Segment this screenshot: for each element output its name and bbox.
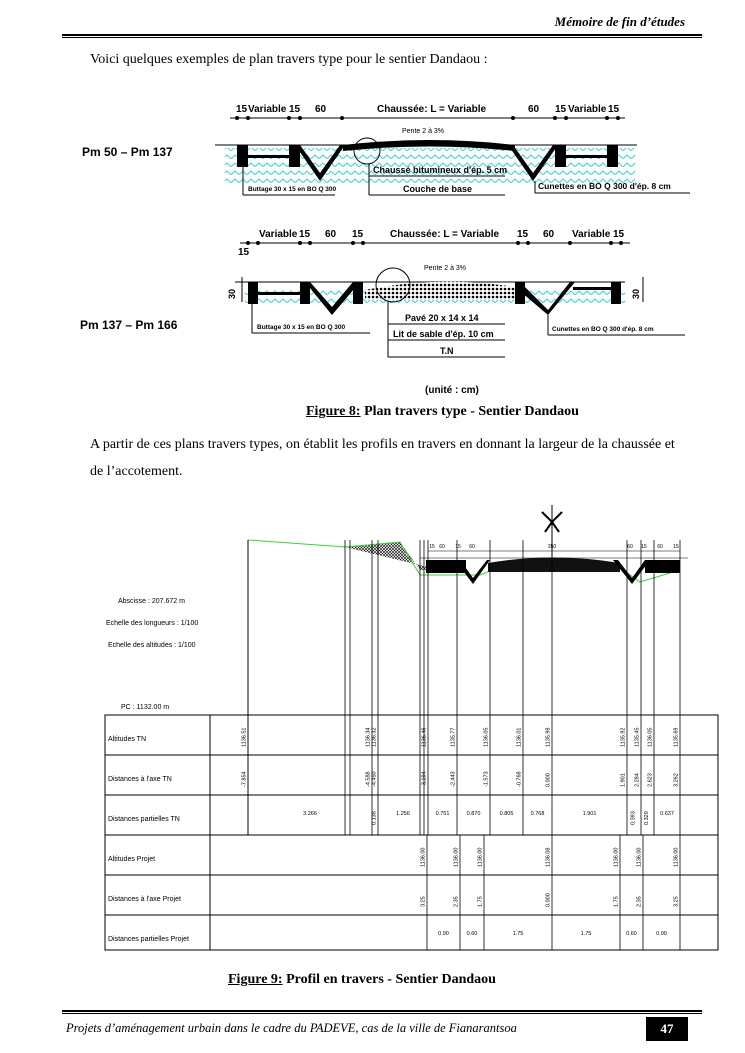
distance-partielle-tn-value: 0.329 <box>644 811 650 825</box>
height-label: 30 <box>631 288 641 299</box>
top-dimension-label: 60 <box>657 544 663 550</box>
distance-partielle-projet-value: 0.90 <box>438 931 449 937</box>
altitude-projet-value: 1136.08 <box>545 847 552 867</box>
dim-label: 15 <box>613 229 625 240</box>
distance-axe-tn-value: -1.573 <box>483 771 490 787</box>
profile-drawing <box>248 505 688 584</box>
distance-axe-projet-value: 0.000 <box>545 893 552 907</box>
dim-label: 60 <box>543 229 555 240</box>
top-dimension-label: 15 <box>673 544 679 550</box>
footer-text: Projets d’aménagement urbain dans le cadre du PADEVE, cas de la ville de Fianarantsoa <box>66 1021 517 1035</box>
distance-partielle-tn-value: 1.256 <box>396 811 410 817</box>
dim-label: 60 <box>325 229 337 240</box>
unit-note: (unité : cm) <box>425 385 479 396</box>
row-label: Altitudes Projet <box>108 856 156 863</box>
intro-text: Voici quelques exemples de plan travers type pour le sentier Dandaou : <box>90 52 488 67</box>
page-number: 47 <box>646 1017 688 1041</box>
buttage-label: Buttage 30 x 15 en BO Q 300 <box>257 324 346 331</box>
altitude-tn-value: 1136.46 <box>421 727 428 747</box>
layer-label: Lit de sable d'ép. 10 cm <box>393 329 494 339</box>
row-label: Distances à l'axe TN <box>108 776 172 783</box>
top-dimension-label: 15 <box>429 544 435 550</box>
distance-partielle-projet-value: 0.60 <box>626 931 637 937</box>
distance-partielle-projet-value: 1.75 <box>512 931 524 937</box>
dim-label: Chaussée: L = Variable <box>377 104 487 115</box>
dim-label: 15 <box>299 229 311 240</box>
dim-label: 15 <box>555 104 567 115</box>
footer-rule <box>62 1010 702 1012</box>
distance-axe-tn-value: 3.262 <box>673 773 680 787</box>
abscisse-label: Abscisse : 207.672 m <box>118 598 185 605</box>
dim-label: Variable <box>259 229 298 240</box>
caption-text: Profil en travers - Sentier Dandaou <box>282 972 496 987</box>
footer-rule-thin <box>62 1013 702 1014</box>
distance-partielle-tn-value: 0.637 <box>660 811 674 817</box>
distance-partielle-tn-value: 0.393 <box>630 811 637 825</box>
altitude-tn-value: 1136.05 <box>483 727 490 747</box>
altitude-tn-value: 1136.32 <box>371 727 378 747</box>
distance-partielle-projet-value: 0.90 <box>656 931 667 937</box>
top-dimension-label: 60 <box>469 544 475 550</box>
distance-axe-projet-value: 3.25 <box>420 896 427 907</box>
dim-label: Variable <box>248 104 287 115</box>
altitude-tn-value: 1136.05 <box>647 727 654 747</box>
altitude-projet-value: 1136.00 <box>453 847 460 867</box>
dim-label: 60 <box>315 104 327 115</box>
altitude-tn-value: 1136.34 <box>365 727 372 747</box>
distance-partielle-tn-value: 0.768 <box>530 811 545 817</box>
distance-partielle-projet-value: 0.60 <box>466 931 478 937</box>
distance-partielle-tn-value: 0.805 <box>499 811 514 817</box>
distance-axe-tn-value: 1.901 <box>620 773 627 787</box>
distance-axe-projet-value: 3.25 <box>673 896 680 907</box>
altitude-projet-value: 1136.00 <box>420 847 427 867</box>
distance-axe-tn-value: -7.854 <box>241 771 248 787</box>
distance-axe-tn-value: -2.443 <box>450 771 457 787</box>
figure9-caption <box>228 972 496 988</box>
altitude-tn-value: 1135.69 <box>673 727 680 747</box>
row-label: Distances à l'axe Projet <box>108 896 181 903</box>
row-label: Distances partielles Projet <box>108 936 189 943</box>
layer-label: T.N <box>440 346 454 356</box>
distance-partielle-tn-value: 0.138 <box>371 811 378 825</box>
distance-axe-tn-value: 2.623 <box>647 773 654 787</box>
body-paragraph: A partir de ces plans travers types, on établit les profils en travers en donnant la largeur de la chaussée et de l’accotement. <box>90 437 675 479</box>
distance-partielle-projet-value: 1.75 <box>580 931 592 937</box>
distance-axe-tn-value: 2.284 <box>634 773 641 787</box>
section2-range: Pm 137 – Pm 166 <box>80 318 178 332</box>
row-label: Distances partielles TN <box>108 816 180 823</box>
echelle-longueurs: Echelle des longueurs : 1/100 <box>106 620 199 627</box>
distance-axe-projet-value: 2.35 <box>453 896 460 907</box>
distance-axe-projet-value: 1.75 <box>613 896 620 907</box>
profile-table <box>105 544 718 950</box>
slope-label: Pente 2 à 3% <box>402 128 445 135</box>
row-label: Altitudes TN <box>108 736 146 743</box>
distance-axe-tn-value: -4.450 <box>371 771 378 787</box>
top-dimension-label: 15 <box>455 544 461 550</box>
dim-label: Variable <box>568 104 607 115</box>
top-dimension-label: 60 <box>627 544 633 550</box>
distance-partielle-tn-value: 1.901 <box>582 811 597 817</box>
dim-label: 15 <box>236 104 248 115</box>
caption-text: Plan travers type - Sentier Dandaou <box>360 404 579 419</box>
top-dimension-label: 15 <box>641 544 647 550</box>
height-label: 30 <box>227 288 237 299</box>
altitude-tn-value: 1135.77 <box>450 727 457 747</box>
caption-label: Figure 9: <box>228 972 283 987</box>
distance-axe-tn-value: -4.588 <box>365 771 372 787</box>
layer-label: Couche de base <box>403 184 473 194</box>
distance-axe-projet-value: 1.75 <box>477 896 484 907</box>
dim-label: 60 <box>528 104 540 115</box>
dim-label: 15 <box>608 104 620 115</box>
dim-label: Chaussée: L = Variable <box>390 229 500 240</box>
dim-label: 15 <box>517 229 529 240</box>
caption-label: Figure 8: <box>306 404 361 419</box>
distance-axe-tn-value: -0.768 <box>516 771 523 787</box>
distance-partielle-tn-value: 0.751 <box>435 811 450 817</box>
buttage-label: Buttage 30 x 15 en BO Q 300 <box>248 186 337 193</box>
echelle-altitudes: Echelle des altitudes : 1/100 <box>108 642 196 649</box>
altitude-tn-value: 1135.45 <box>634 727 641 747</box>
altitude-tn-value: 1136.51 <box>241 727 248 747</box>
cunettes-label: Cunettes en BO Q 300 d'ép. 8 cm <box>552 326 654 333</box>
dim-label: 15 <box>289 104 301 115</box>
altitude-projet-value: 1136.00 <box>636 847 643 867</box>
altitude-projet-value: 1136.00 <box>673 847 680 867</box>
altitude-tn-value: 1135.98 <box>545 727 552 747</box>
distance-partielle-tn-value: 3.266 <box>303 811 317 817</box>
distance-partielle-tn-value: 0.870 <box>466 811 481 817</box>
slope-label: Pente 2 à 3% <box>424 265 467 272</box>
running-header: Mémoire de fin d’études <box>554 14 685 29</box>
top-dimension-label: 350 <box>547 544 557 550</box>
layer-label: Chaussé bitumineux d'ép. 5 cm <box>373 165 508 175</box>
top-dimension-label: 60 <box>439 544 445 550</box>
layer-label: Pavé 20 x 14 x 14 <box>405 313 479 323</box>
distance-axe-tn-value: -3.194 <box>421 771 428 787</box>
distance-axe-tn-value: 0.000 <box>545 773 552 787</box>
distance-axe-projet-value: 2.35 <box>636 896 643 907</box>
altitude-tn-value: 1136.01 <box>516 727 523 747</box>
dim-label: Variable <box>572 229 611 240</box>
section1-range: Pm 50 – Pm 137 <box>82 145 173 159</box>
profile-verticals <box>248 540 680 950</box>
altitude-projet-value: 1136.00 <box>613 847 620 867</box>
cunettes-label: Cunettes en BO Q 300 d'ép. 8 cm <box>538 181 671 191</box>
altitude-projet-value: 1136.00 <box>477 847 484 867</box>
dim-label: 15 <box>352 229 364 240</box>
dim-label: 15 <box>238 247 250 258</box>
pc-label: PC : 1132.00 m <box>121 704 170 711</box>
altitude-tn-value: 1135.92 <box>620 727 627 747</box>
